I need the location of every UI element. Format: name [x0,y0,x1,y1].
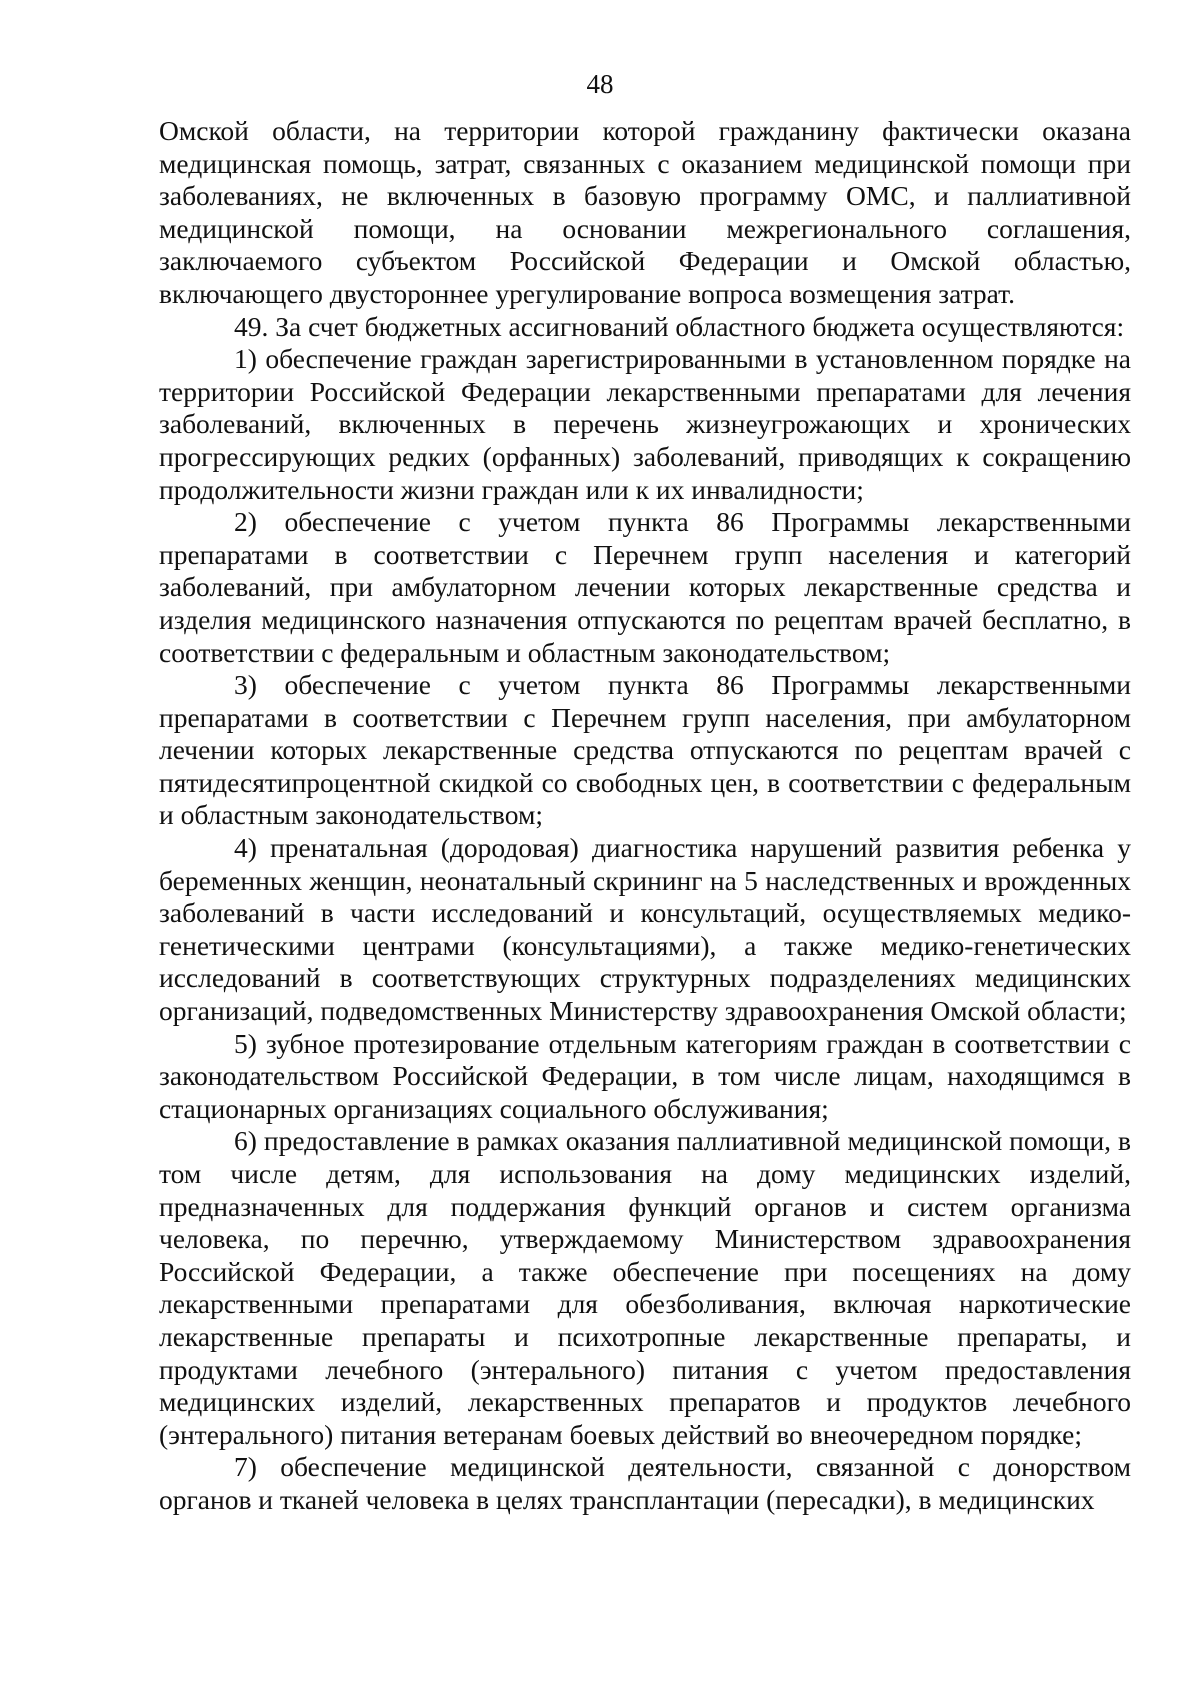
list-item-1: 1) обеспечение граждан зарегистрированными в установленном порядке на территории Российской Федерации лекарственными препаратами для лечения заболеваний, включенных в перечень жизнеугрожающих и хронических прогрессирующих редких (орфанных) заболеваний, приводящих к сокращению продолжительности жизни граждан или к их инвалидности; [159,343,1131,505]
list-item-7: 7) обеспечение медицинской деятельности, связанной с донорством органов и тканей человека в целях трансплантации (пересадки), в медицинских [159,1451,1131,1515]
list-item-2: 2) обеспечение с учетом пункта 86 Программы лекарственными препаратами в соответствии с Перечнем групп населения и категорий заболеваний, при амбулаторном лечении которых лекарственные средства и изделия медицинского назначения отпускаются по рецептам врачей бесплатно, в соответствии с федеральным и областным законодательством; [159,506,1131,668]
paragraph-continuation: Омской области, на территории которой гражданину фактически оказана медицинская помощь, затрат, связанных с оказанием медицинской помощи при заболеваниях, не включенных в базовую программу ОМС, и паллиативной медицинской помощи, на основании межрегионального соглашения, заключаемого субъектом Российской Федерации и Омской областью, включающего двустороннее урегулирование вопроса возмещения затрат. [159,115,1131,309]
list-item-4: 4) пренатальная (дородовая) диагностика нарушений развития ребенка у беременных женщин, неонатальный скрининг на 5 наследственных и врожденных заболеваний в части исследований и консультаций, осуществляемых медико-генетическими центрами (консультациями), а также медико-генетических исследований в соответствующих структурных подразделениях медицинских организаций, подведомственных Министерству здравоохранения Омской области; [159,832,1131,1027]
paragraph-clause-49: 49. За счет бюджетных ассигнований областного бюджета осуществляются: [234,310,1125,342]
list-item-6: 6) предоставление в рамках оказания паллиативной медицинской помощи, в том числе детям, для использования на дому медицинских изделий, предназначенных для поддержания функций органов и систем организма человека, по перечню, утверждаемому Министерством здравоохранения Российской Федерации, а также обеспечение при посещениях на дому лекарственными препаратами для обезболивания, включая наркотические лекарственные препараты и психотропные лекарственные препараты, и продуктами лечебного (энтерального) питания с учетом предоставления медицинских изделий, лекарственных препаратов и продуктов лечебного (энтерального) питания ветеранам боевых действий во внеочередном порядке; [159,1125,1131,1450]
document-body [159,115,1131,1517]
list-item-3: 3) обеспечение с учетом пункта 86 Программы лекарственными препаратами в соответствии с Перечнем групп населения, при амбулаторном лечении которых лекарственные средства отпускаются по рецептам врачей с пятидесятипроцентной скидкой со свободных цен, в соответствии с федеральным и областным законодательством; [159,669,1131,831]
list-item-5: 5) зубное протезирование отдельным категориям граждан в соответствии с законодательством Российской Федерации, в том числе лицам, находящимся в стационарных организациях социального обслуживания; [159,1027,1131,1124]
page-number: 48 [586,69,614,99]
